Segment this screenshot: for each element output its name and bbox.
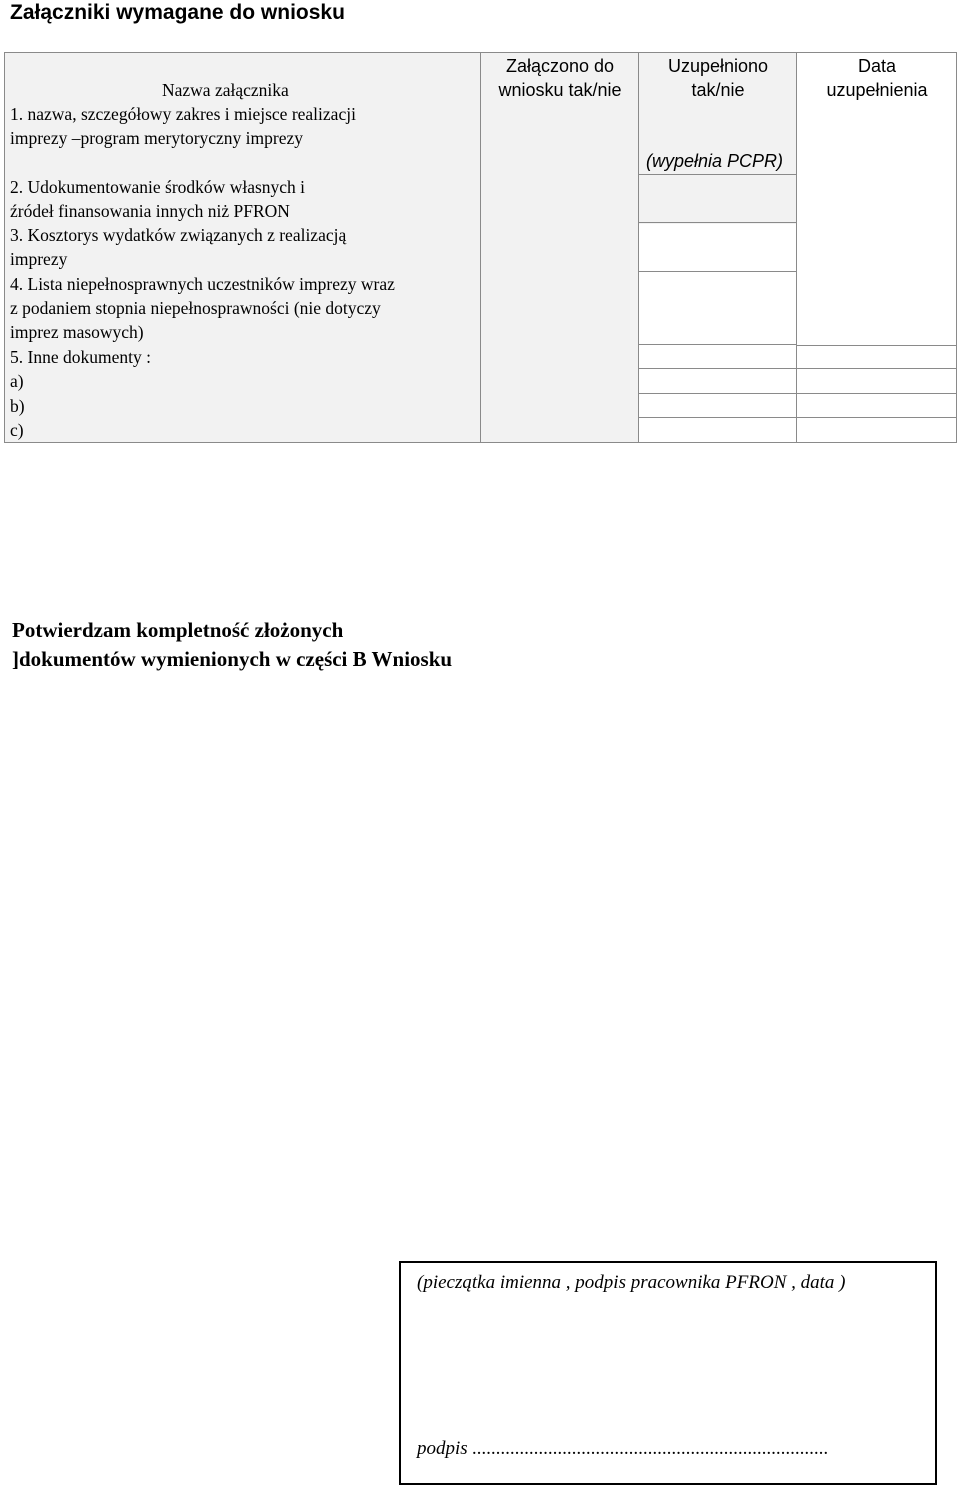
supplemented-column-header	[639, 54, 797, 102]
name-column-header: Nazwa załącznika	[162, 80, 289, 100]
date-cell-b	[797, 394, 957, 418]
date-cell-a	[797, 369, 957, 394]
supplemented-cell-2	[639, 174, 797, 223]
supplemented-cell-b	[639, 394, 797, 418]
attachment-row-b: b)	[10, 396, 25, 416]
pcpr-note: (wypełnia PCPR)	[646, 151, 784, 171]
date-header-line-1: Data	[857, 56, 897, 76]
supplemented-cell-4	[639, 272, 797, 345]
supplemented-cell-c	[639, 418, 797, 443]
supplemented-cell-5	[639, 345, 797, 369]
supplemented-cell-a	[639, 369, 797, 394]
attachment-row-3	[10, 223, 346, 271]
attachments-table	[4, 52, 957, 443]
confirmation-line-2: ]dokumentów wymienionych w części B Wniosku	[12, 647, 453, 671]
stamp-label: (pieczątka imienna , podpis pracownika PFRON , data )	[417, 1272, 846, 1293]
attached-header-line-2: wniosku tak/nie	[498, 80, 622, 100]
attachment-row-a: a)	[10, 371, 24, 391]
date-column-header	[797, 54, 957, 102]
supplemented-header-line-1: Uzupełniono	[667, 56, 769, 76]
row-2-line-1: 2. Udokumentowanie środków własnych i	[10, 177, 306, 197]
row-3-line-1: 3. Kosztorys wydatków związanych z realizacją	[10, 225, 347, 245]
row-4-line-3: imprez masowych)	[10, 322, 144, 342]
row-1-line-1: 1. nazwa, szczegółowy zakres i miejsce realizacji	[10, 104, 356, 124]
supplemented-cell-3	[639, 223, 797, 272]
attached-column	[481, 52, 639, 443]
attached-header-line-1: Załączono do	[505, 56, 615, 76]
date-cell-2-4	[797, 174, 957, 345]
signature-line: podpis ...........................................................................	[417, 1438, 829, 1459]
confirmation-line-1: Potwierdzam kompletność złożonych	[12, 618, 344, 642]
date-cell-1	[797, 102, 957, 174]
attachment-row-2	[10, 175, 305, 223]
row-3-line-2: imprezy	[10, 249, 68, 269]
date-cell-5	[797, 345, 957, 369]
row-4-line-2: z podaniem stopnia niepełnosprawności (nie dotyczy	[10, 298, 381, 318]
date-header-line-2: uzupełnienia	[826, 80, 928, 100]
row-1-line-2: imprezy –program merytoryczny imprezy	[10, 128, 304, 148]
attached-column-header	[481, 54, 639, 102]
page-title: Załączniki wymagane do wniosku	[10, 1, 345, 24]
row-4-line-1: 4. Lista niepełnosprawnych uczestników imprezy wraz	[10, 274, 395, 294]
date-cell-c	[797, 418, 957, 443]
stamp-box	[399, 1261, 937, 1485]
confirmation-statement	[12, 616, 452, 674]
attachment-row-5: 5. Inne dokumenty :	[10, 347, 151, 367]
attachment-row-1	[10, 102, 356, 150]
attachment-row-c: c)	[10, 420, 24, 440]
attachment-row-4	[10, 272, 395, 344]
row-2-line-2: źródeł finansowania innych niż PFRON	[10, 201, 290, 221]
supplemented-header-line-2: tak/nie	[691, 80, 745, 100]
